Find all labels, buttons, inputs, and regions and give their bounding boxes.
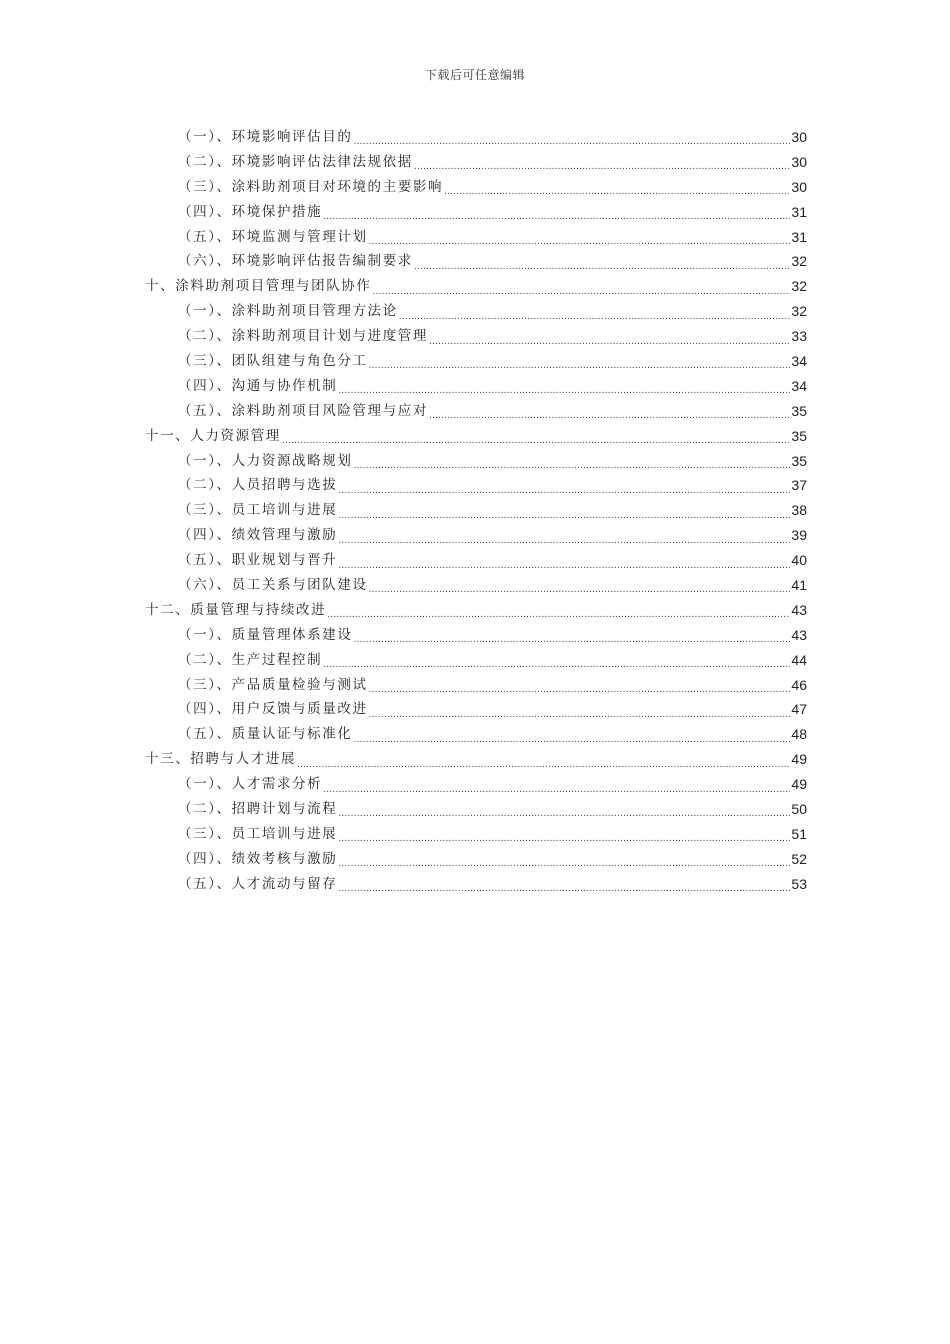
toc-entry-page-number: 32 <box>791 278 807 295</box>
toc-entry-title: （一）、人才需求分析 <box>178 776 323 793</box>
toc-entry-page-number: 32 <box>791 303 807 320</box>
toc-dot-leader <box>429 402 790 426</box>
toc-entry-page-number: 49 <box>791 751 807 768</box>
toc-section-entry[interactable] <box>178 847 807 872</box>
toc-section-entry[interactable] <box>178 697 807 722</box>
toc-entry-title: （二）、环境影响评估法律法规依据 <box>178 153 413 170</box>
toc-dot-leader <box>338 377 790 401</box>
toc-dot-leader <box>369 576 791 600</box>
toc-entry-title: （二）、人员招聘与选拔 <box>178 477 338 494</box>
toc-dot-leader <box>399 303 791 327</box>
toc-entry-title: （五）、质量认证与标准化 <box>178 726 353 743</box>
toc-dot-leader <box>327 601 790 625</box>
toc-dot-leader <box>373 278 791 302</box>
toc-entry-page-number: 38 <box>791 502 807 519</box>
toc-section-entry[interactable] <box>178 623 807 648</box>
toc-section-entry[interactable] <box>178 822 807 847</box>
toc-dot-leader <box>338 850 790 874</box>
toc-entry-page-number: 30 <box>791 178 807 195</box>
toc-entry-title: （一）、环境影响评估目的 <box>178 129 353 145</box>
toc-entry-title: （五）、人才流动与留存 <box>178 875 338 892</box>
toc-dot-leader <box>338 875 790 899</box>
toc-dot-leader <box>353 726 790 750</box>
toc-section-entry[interactable] <box>178 673 807 698</box>
toc-entry-title: （三）、员工培训与进展 <box>178 502 338 519</box>
toc-entry-page-number: 35 <box>791 402 807 419</box>
toc-entry-title: （一）、人力资源战略规划 <box>178 452 353 469</box>
toc-entry-page-number: 30 <box>791 153 807 170</box>
toc-dot-leader <box>353 128 790 152</box>
toc-section-entry[interactable] <box>178 648 807 673</box>
toc-entry-title: 十二、质量管理与持续改进 <box>145 601 327 618</box>
toc-dot-leader <box>338 527 790 551</box>
toc-section-entry[interactable] <box>178 573 807 598</box>
toc-dot-leader <box>369 676 791 700</box>
toc-section-entry[interactable] <box>178 200 807 225</box>
toc-entry-page-number: 43 <box>791 601 807 618</box>
toc-entry-page-number: 51 <box>791 825 807 842</box>
toc-dot-leader <box>369 228 791 252</box>
toc-entry-page-number: 31 <box>791 203 807 220</box>
toc-section-entry[interactable] <box>178 722 807 747</box>
toc-dot-leader <box>338 552 790 576</box>
toc-entry-page-number: 41 <box>791 577 807 594</box>
toc-entry-page-number: 35 <box>791 427 807 444</box>
toc-entry-page-number: 35 <box>791 452 807 469</box>
toc-section-entry[interactable] <box>178 349 807 374</box>
toc-dot-leader <box>369 701 791 725</box>
toc-dot-leader <box>338 502 790 526</box>
toc-dot-leader <box>323 776 790 800</box>
toc-entry-page-number: 34 <box>791 353 807 370</box>
toc-dot-leader <box>282 427 791 451</box>
toc-section-entry[interactable] <box>178 548 807 573</box>
toc-chapter-entry[interactable] <box>145 274 807 299</box>
toc-entry-title: （四）、用户反馈与质量改进 <box>178 701 368 718</box>
toc-entry-title: （四）、绩效考核与激励 <box>178 850 338 867</box>
toc-dot-leader <box>353 452 790 476</box>
toc-dot-leader <box>338 800 790 824</box>
toc-section-entry[interactable] <box>178 299 807 324</box>
toc-entry-page-number: 31 <box>791 228 807 245</box>
toc-entry-page-number: 53 <box>791 875 807 892</box>
toc-section-entry[interactable] <box>178 249 807 274</box>
toc-entry-page-number: 30 <box>791 129 807 145</box>
toc-entry-title: （四）、沟通与协作机制 <box>178 377 338 394</box>
toc-entry-title: （六）、员工关系与团队建设 <box>178 577 368 594</box>
toc-entry-page-number: 33 <box>791 328 807 345</box>
toc-entry-page-number: 34 <box>791 377 807 394</box>
toc-entry-title: （二）、生产过程控制 <box>178 651 323 668</box>
toc-entry-title: （三）、涂料助剂项目对环境的主要影响 <box>178 178 444 195</box>
toc-entry-page-number: 46 <box>791 676 807 693</box>
toc-entry-page-number: 49 <box>791 776 807 793</box>
toc-entry-title: （二）、招聘计划与流程 <box>178 801 338 818</box>
toc-entry-title: （五）、环境监测与管理计划 <box>178 228 368 245</box>
toc-dot-leader <box>353 626 790 650</box>
table-of-contents <box>0 125 950 897</box>
toc-section-entry[interactable] <box>178 225 807 250</box>
toc-entry-title: （一）、涂料助剂项目管理方法论 <box>178 303 398 320</box>
toc-chapter-entry[interactable] <box>145 598 807 623</box>
toc-dot-leader <box>338 825 790 849</box>
toc-section-entry[interactable] <box>178 473 807 498</box>
toc-dot-leader <box>297 751 790 775</box>
toc-entry-page-number: 47 <box>791 701 807 718</box>
toc-section-entry[interactable] <box>178 150 807 175</box>
toc-dot-leader <box>444 178 790 202</box>
toc-entry-title: 十一、人力资源管理 <box>145 427 281 444</box>
toc-dot-leader <box>369 352 791 376</box>
toc-entry-page-number: 52 <box>791 850 807 867</box>
toc-chapter-entry[interactable] <box>145 424 807 449</box>
toc-entry-title: （四）、环境保护措施 <box>178 203 323 220</box>
toc-section-entry[interactable] <box>178 498 807 523</box>
toc-dot-leader <box>429 328 790 352</box>
toc-section-entry[interactable] <box>178 175 807 200</box>
toc-chapter-entry[interactable] <box>145 747 807 772</box>
toc-dot-leader <box>323 651 790 675</box>
toc-dot-leader <box>338 477 790 501</box>
toc-section-entry[interactable] <box>178 324 807 349</box>
toc-entry-title: （五）、涂料助剂项目风险管理与应对 <box>178 402 428 419</box>
toc-section-entry[interactable] <box>178 872 807 897</box>
toc-section-entry[interactable] <box>178 449 807 474</box>
toc-entry-page-number: 48 <box>791 726 807 743</box>
toc-entry-page-number: 32 <box>791 253 807 270</box>
toc-section-entry[interactable] <box>178 374 807 399</box>
toc-entry-title: 十三、招聘与人才进展 <box>145 751 296 768</box>
toc-entry-title: （三）、员工培训与进展 <box>178 825 338 842</box>
toc-entry-title: （四）、绩效管理与激励 <box>178 527 338 544</box>
toc-dot-leader <box>323 203 790 227</box>
toc-entry-title: （二）、涂料助剂项目计划与进度管理 <box>178 328 428 345</box>
toc-entry-page-number: 44 <box>791 651 807 668</box>
toc-section-entry[interactable] <box>178 523 807 548</box>
toc-entry-title: （三）、团队组建与角色分工 <box>178 353 368 370</box>
toc-section-entry[interactable] <box>178 399 807 424</box>
toc-entry-title: （五）、职业规划与晋升 <box>178 552 338 569</box>
toc-entry-page-number: 43 <box>791 626 807 643</box>
toc-entry-page-number: 37 <box>791 477 807 494</box>
toc-dot-leader <box>414 253 791 277</box>
toc-entry-page-number: 39 <box>791 527 807 544</box>
toc-section-entry[interactable] <box>178 125 807 150</box>
toc-entry-title: （一）、质量管理体系建设 <box>178 626 353 643</box>
toc-entry-title: （六）、环境影响评估报告编制要求 <box>178 253 413 270</box>
toc-section-entry[interactable] <box>178 772 807 797</box>
toc-entry-title: 十、涂料助剂项目管理与团队协作 <box>145 278 372 295</box>
toc-entry-page-number: 50 <box>791 801 807 818</box>
toc-entry-page-number: 40 <box>791 552 807 569</box>
toc-section-entry[interactable] <box>178 797 807 822</box>
toc-entry-title: （三）、产品质量检验与测试 <box>178 676 368 693</box>
page-header-note: 下载后可任意编辑 <box>424 68 525 82</box>
toc-dot-leader <box>414 153 791 177</box>
